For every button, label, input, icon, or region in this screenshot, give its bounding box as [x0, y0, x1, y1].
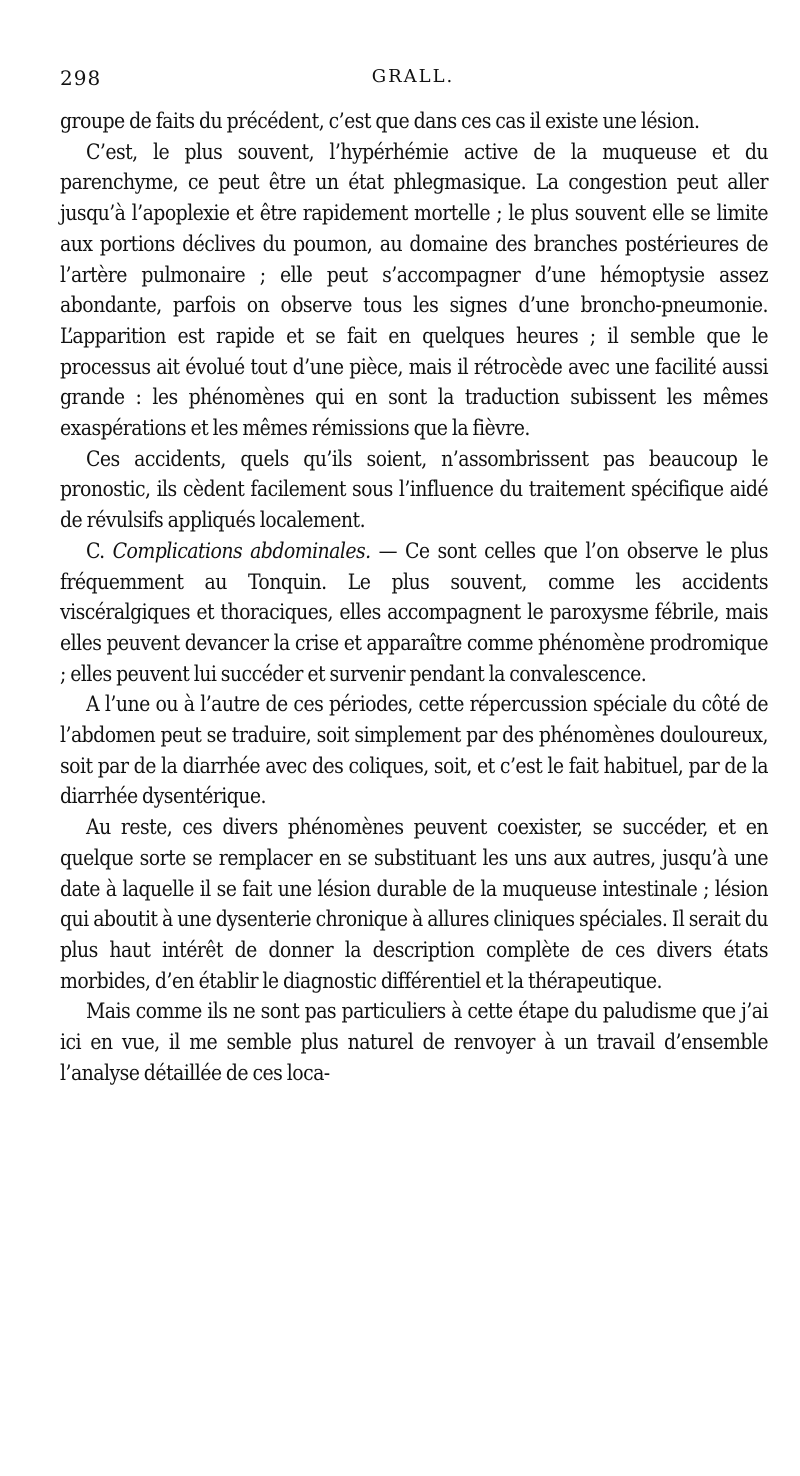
section-heading: Complications abdominales.	[112, 538, 371, 563]
section-text: — Ce sont celles que l’on observe le plus fréquemment au Tonquin. Le plus souvent, comme les accidents viscéralgiques et thoraciques, elles accompagnent le paroxysme fébrile, mais elles peuvent devancer la crise et apparaître comme phénomène prodromique ; elles peuvent lui succéder et survenir pendant la convalescence.	[60, 538, 768, 686]
paragraph-pronostic: Ces accidents, quels qu’ils soient, n’assombrissent pas beaucoup le pronostic, ils cèdent facilement sous l’influence du traitement spécifique aidé de révulsifs appliqués localement.	[60, 446, 768, 533]
running-title: GRALL.	[371, 66, 455, 87]
paragraph-periodes: A l’une ou à l’autre de ces périodes, cette répercussion spéciale du côté de l’abdomen peut se traduire, soit simplement par des phénomènes douloureux, soit par de la diarrhée avec des coliques, soit, et c’est le fait habituel, par de la diarrhée dysentérique.	[60, 692, 768, 809]
paragraph-au-reste: Au reste, ces divers phénomènes peuvent coexister, se succéder, et en quelque sorte se remplacer en se substituant les uns aux autres, jusqu’à une date à laquelle il se fait une lésion durable de la muqueuse intestinale ; lésion qui aboutit à une dysenterie chronique à allures cliniques spéciales. Il serait du plus haut intérêt de donner la description complète de ces divers états morbides, d’en établir le diagnostic différentiel et la thérapeutique.	[60, 815, 768, 993]
paragraph-hyperhemie: C’est, le plus souvent, l’hypérhémie active de la muqueuse et du parenchyme, ce peut être un état phlegmasique. La congestion peut aller jusqu’à l’apoplexie et être rapidement mortelle ; le plus souvent elle se limite aux portions déclives du poumon, au domaine des branches postérieures de l’artère pulmonaire ; elle peut s’accompagner d’une hémoptysie assez abondante, parfois on observe tous les signes d’une broncho-pneumonie. L’apparition est rapide et se fait en quelques heures ; il semble que le processus ait évolué tout d’une pièce, mais il rétrocède avec une facilité aussi grande : les phénomènes qui en sont la traduction subissent les mêmes exaspérations et les mêmes rémissions que la fièvre.	[60, 139, 768, 441]
section-letter: C.	[86, 538, 113, 563]
paragraph-complications-abdominales	[60, 536, 768, 690]
body-text	[60, 106, 768, 1089]
paragraph-continuation: groupe de faits du précédent, c’est que dans ces cas il existe une lésion.	[60, 109, 700, 133]
page-header	[60, 66, 766, 96]
page-number: 298	[60, 66, 102, 90]
paragraph-mais-comme: Mais comme ils ne sont pas particuliers à cette étape du paludisme que j’ai ici en vue, il me semble plus naturel de renvoyer à un travail d’ensemble l’analyse détaillée de ces loca-	[60, 999, 768, 1085]
